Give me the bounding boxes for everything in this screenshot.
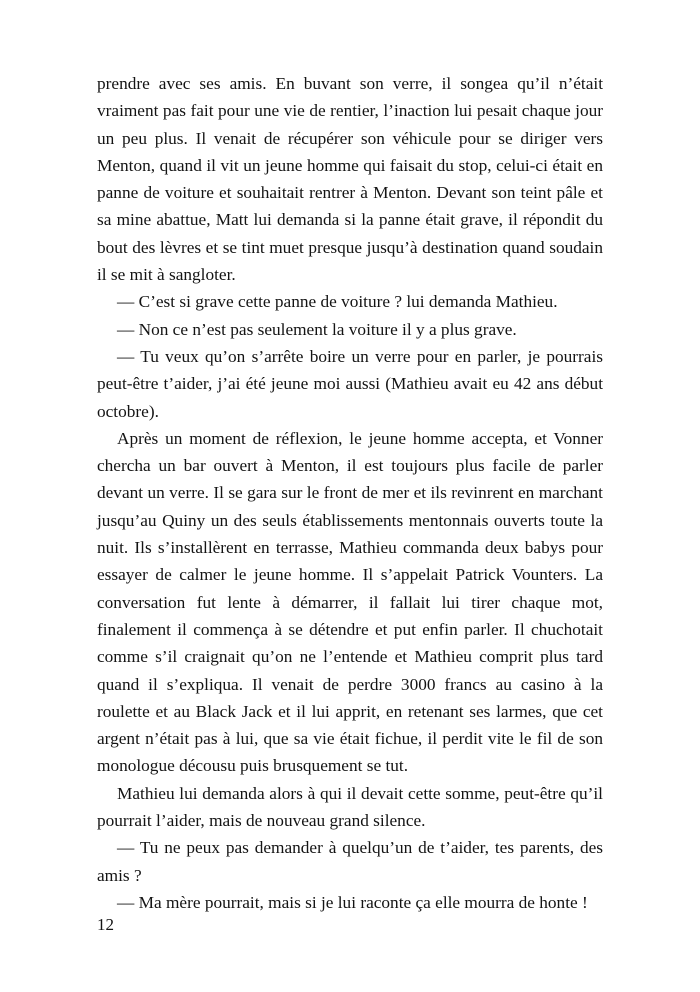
body-text xyxy=(97,70,603,916)
paragraph: Mathieu lui demanda alors à qui il devait cette somme, peut-être qu’il pourrait l’aider, mais de nouveau grand silence. xyxy=(97,783,603,831)
dialogue-line: — Non ce n’est pas seulement la voiture il y a plus grave. xyxy=(117,319,517,339)
dialogue-line: — Tu veux qu’on s’arrête boire un verre pour en parler, je pourrais peut-être t’aider, j’ai été jeune moi aussi (Mathieu avait eu 42 ans début octobre). xyxy=(97,346,603,421)
page-number: 12 xyxy=(97,915,114,934)
dialogue-line: — Ma mère pourrait, mais si je lui raconte ça elle mourra de honte ! xyxy=(117,892,588,912)
dialogue-line: — Tu ne peux pas demander à quelqu’un de t’aider, tes parents, des amis ? xyxy=(97,838,603,885)
dialogue-line: — C’est si grave cette panne de voiture ? lui demanda Mathieu. xyxy=(117,292,558,312)
paragraph: prendre avec ses amis. En buvant son verre, il songea qu’il n’était vraiment pas fait pour une vie de rentier, l’inaction lui pesait chaque jour un peu plus. Il venait de récupérer son véhicule pour se diriger vers Menton, quand il vit un jeune homme qui faisait du stop, celui-ci était en panne de voiture et souhaitait rentrer à Menton. Devant son teint pâle et sa mine abattue, Matt lui demanda si la panne était grave, il répondit du bout des lèvres et se tint muet presque jusqu’à destination quand soudain il se mit à sangloter. xyxy=(97,74,603,285)
paragraph: Après un moment de réflexion, le jeune homme accepta, et Vonner chercha un bar ouvert à Menton, il est toujours plus facile de parler devant un verre. Il se gara sur le front de mer et ils revinrent en marchant jusqu’au Quiny un des seuls établissements mentonnais ouverts toute la nuit. Ils s’installèrent en terrasse, Mathieu commanda deux babys pour essayer de calmer le jeune homme. Il s’appelait Patrick Vounters. La conversation fut lente à démarrer, il fallait lui tirer chaque mot, finalement il commença à se détendre et put enfin parler. Il chuchotait comme s’il craignait qu’on ne l’entende et Mathieu comprit plus tard quand il s’expliqua. Il venait de perdre 3000 francs au casino à la roulette et au Black Jack et il lui apprit, en retenant ses larmes, que cet argent n’était pas à lui, que sa vie était fichue, il perdit vite le fil de son monologue décousu puis brusquement se tut. xyxy=(97,428,603,776)
